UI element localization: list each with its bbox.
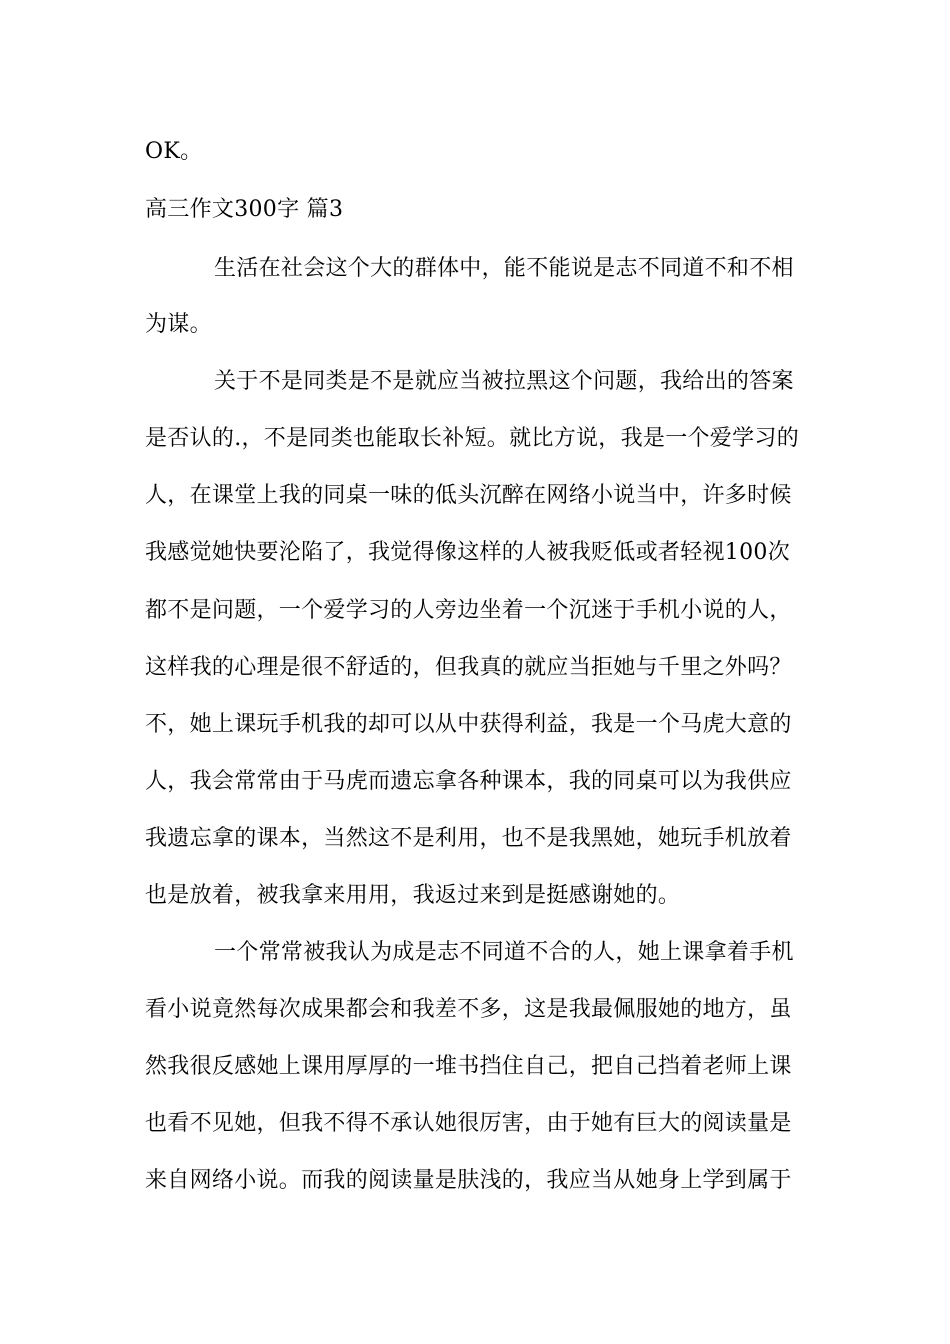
text-line: 人，在课堂上我的同桌一味的低头沉醉在网络小说当中，许多时候 — [145, 483, 792, 508]
text-line: 来自网络小说。而我的阅读量是肤浅的，我应当从她身上学到属于 — [145, 1168, 792, 1193]
text-line: 都不是问题，一个爱学习的人旁边坐着一个沉迷于手机小说的人， — [145, 598, 792, 623]
text-line: 不，她上课玩手机我的却可以从中获得利益，我是一个马虎大意的 — [145, 712, 792, 737]
text-line: OK。 — [145, 139, 203, 164]
text-line: 为谋。 — [145, 312, 212, 337]
paragraph-first-line: 生活在社会这个大的群体中，能不能说是志不同道不和不相 — [214, 256, 794, 281]
text-line: 这样我的心理是很不舒适的，但我真的就应当拒她与千里之外吗？ — [145, 655, 792, 680]
text-line: 也看不见她，但我不得不承认她很厉害，由于她有巨大的阅读量是 — [145, 1111, 792, 1136]
text-line: 是否认的.，不是同类也能取长补短。就比方说，我是一个爱学习的 — [145, 426, 799, 451]
text-line: 看小说竟然每次成果都会和我差不多，这是我最佩服她的地方，虽 — [145, 997, 792, 1022]
text-line: 然我很反感她上课用厚厚的一堆书挡住自己，把自己挡着老师上课 — [145, 1054, 792, 1079]
text-line: 也是放着，被我拿来用用，我返过来到是挺感谢她的。 — [145, 883, 681, 908]
section-heading: 高三作文300字 篇3 — [145, 197, 344, 222]
text-line: 我感觉她快要沦陷了，我觉得像这样的人被我贬低或者轻视100次 — [145, 540, 790, 565]
paragraph-first-line: 关于不是同类是不是就应当被拉黑这个问题，我给出的答案 — [214, 369, 794, 394]
paragraph-first-line: 一个常常被我认为成是志不同道不合的人，她上课拿着手机 — [214, 940, 794, 965]
text-line: 我遗忘拿的课本，当然这不是利用，也不是我黑她，她玩手机放着 — [145, 826, 792, 851]
text-line: 人，我会常常由于马虎而遗忘拿各种课本，我的同桌可以为我供应 — [145, 769, 792, 794]
